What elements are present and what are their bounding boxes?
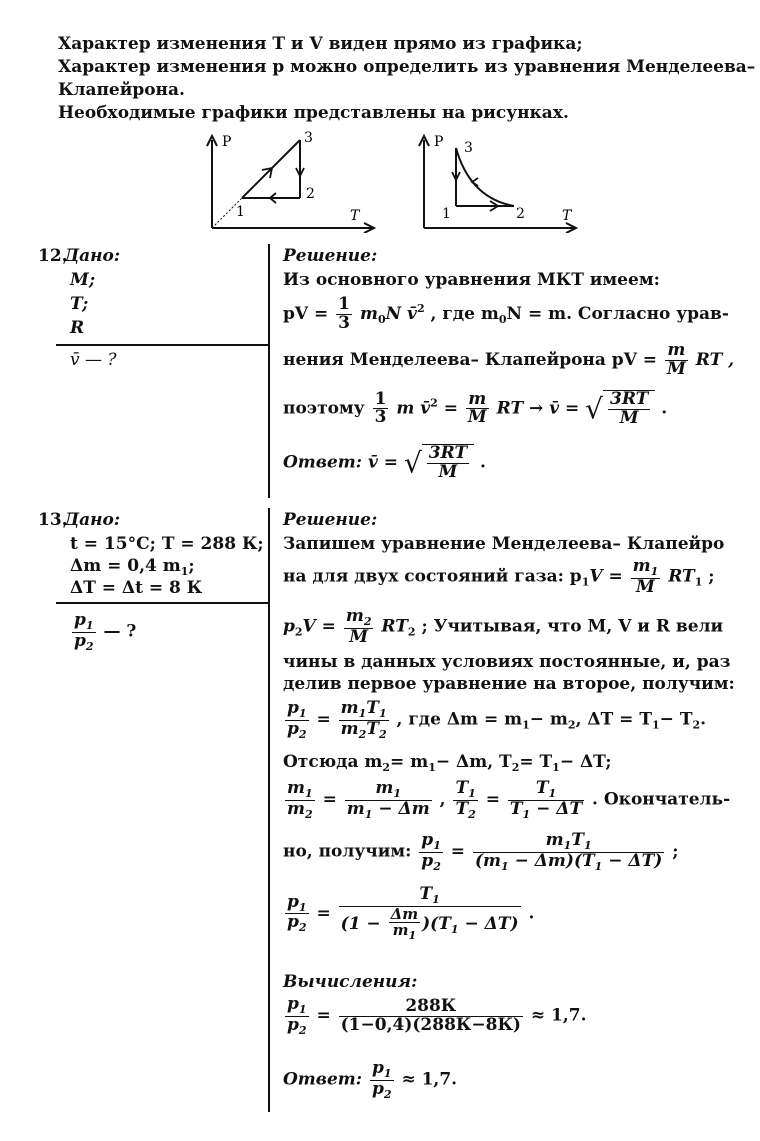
problem-12-given-1: M;	[70, 270, 96, 290]
problem-13-given-divider	[56, 602, 268, 604]
problem-13-number: 13.	[38, 510, 68, 530]
problem-13-line-9: но, получим: $\frac{p_1}{p_2}$ = $\frac{m_1T_1}{(m_1 - \Delta m)(T_1 - \Delta T)}$ ;	[283, 830, 679, 873]
problem-13-line-7: Отсюда $m_2= m_1- \Delta m$, $T_2= T_1- \Delta T$;	[283, 752, 612, 774]
problem-13-line-6: $\frac{p_1}{p_2}$ = $\frac{m_1T_1}{m_2T_2}$ , где $\Delta m = m_1- m_2$, $\Delta T = T_1- T_2$.	[287, 698, 707, 741]
problem-12-given-2: T;	[70, 294, 89, 314]
intro-line-4: Необходимые графики представлены на рисунках.	[58, 103, 569, 123]
problem-12-line-2: pV = $\frac{1}{3}$ $m_0N$ v̄$^2$ , где $m_0N = m$. Согласно урав-	[283, 294, 729, 333]
problem-12-line-1: Из основного уравнения МКТ имеем:	[283, 270, 660, 290]
problem-12-answer-label: Ответ:	[283, 452, 363, 473]
problem-13-line-1: Запишем уравнение Менделеева– Клапейро	[283, 534, 725, 554]
problem-13-column-divider	[268, 508, 270, 1112]
problem-12-given-label: Дано:	[64, 246, 121, 266]
problem-13-line-5: делив первое уравнение на второе, получим:	[283, 674, 735, 694]
graph2-ylabel: P	[434, 134, 444, 150]
intro-line-1: Характер изменения T и V виден прямо из графика;	[58, 34, 583, 54]
graph2-point-2: 2	[516, 206, 525, 222]
problem-12-line-3: нения Менделеева– Клапейрона pV = $\frac{m}{M}$ RT ,	[283, 340, 735, 379]
graph1-point-2: 2	[306, 186, 315, 202]
problem-13-given-label: Дано:	[64, 510, 121, 530]
problem-12-given-divider	[56, 344, 268, 346]
problem-13-given-2: Δm = 0,4 $m_1$;	[70, 556, 195, 578]
graph1-ylabel: P	[222, 134, 232, 150]
graph2-point-1: 1	[442, 206, 451, 222]
problem-13-line-4: чины в данных условиях постоянные, и, раз	[283, 652, 731, 672]
problem-12-answer: Ответ: v̄ = √ $\frac{3RT}{M}$ .	[283, 443, 486, 482]
intro-line-2: Характер изменения p можно определить из уравнения Менделеева–	[58, 57, 756, 77]
graph1-point-1: 1	[236, 204, 245, 220]
graph-1	[200, 128, 380, 233]
graph2-xlabel: T	[562, 208, 572, 224]
problem-13-calc: $\frac{p_1}{p_2}$ = $\frac{288К}{(1-0,4)(288К-8К)}$ ≈ 1,7.	[287, 994, 587, 1037]
problem-12-given-3: R	[70, 318, 85, 338]
graph1-xlabel: T	[350, 208, 360, 224]
problem-13-answer: Ответ: $\frac{p_1}{p_2}$ ≈ 1,7.	[283, 1058, 458, 1101]
problem-13-line-2: на для двух состояний газа: $p_1V$ = $\frac{m_1}{M}$ $RT_1$ ;	[283, 556, 715, 597]
graph-2	[412, 128, 582, 233]
problem-13-calc-label: Вычисления:	[283, 972, 418, 992]
intro-line-3: Клапейрона.	[58, 80, 185, 100]
problem-12-column-divider	[268, 244, 270, 498]
problem-13-line-3: $p_2V$ = $\frac{m_2}{M}$ $RT_2$ ; Учитывая, что M, V и R вели	[283, 606, 724, 647]
graph2-point-3: 3	[464, 140, 473, 156]
problem-13-given-3: ΔT = Δt = 8 К	[70, 578, 203, 598]
problem-13-line-10: $\frac{p_1}{p_2}$ = $T_1$ (1 − $\frac{\Delta m}{m_1}$ )$(T_1 - \Delta T)$ .	[287, 884, 535, 943]
problem-13-solution-label: Решение:	[283, 510, 378, 530]
problem-12-find: v̄ — ?	[70, 350, 117, 370]
problem-13-find: $\frac{p_1}{p_2}$ — ?	[74, 610, 137, 653]
problem-13-given-1: t = 15°C; T = 288 К;	[70, 534, 264, 554]
problem-12-solution-label: Решение:	[283, 246, 378, 266]
graph1-point-3: 3	[304, 130, 313, 146]
problem-13-line-8: $\frac{m_1}{m_2}$ = $\frac{m_1}{m_1 - \Delta m}$ , $\frac{T_1}{T_2}$ = $\frac{T_1}{T_1 - \Delta T}$ . Окончатель-	[287, 778, 731, 821]
problem-12-line-4: поэтому $\frac{1}{3}$ m v̄$^2$ = $\frac{m}{M}$ RT → v̄ = √ $\frac{3RT}{M}$ .	[283, 388, 668, 428]
graph2-curve-2-3	[456, 148, 514, 206]
problem-12-number: 12.	[38, 246, 68, 266]
problem-13-answer-label: Ответ:	[283, 1069, 363, 1090]
